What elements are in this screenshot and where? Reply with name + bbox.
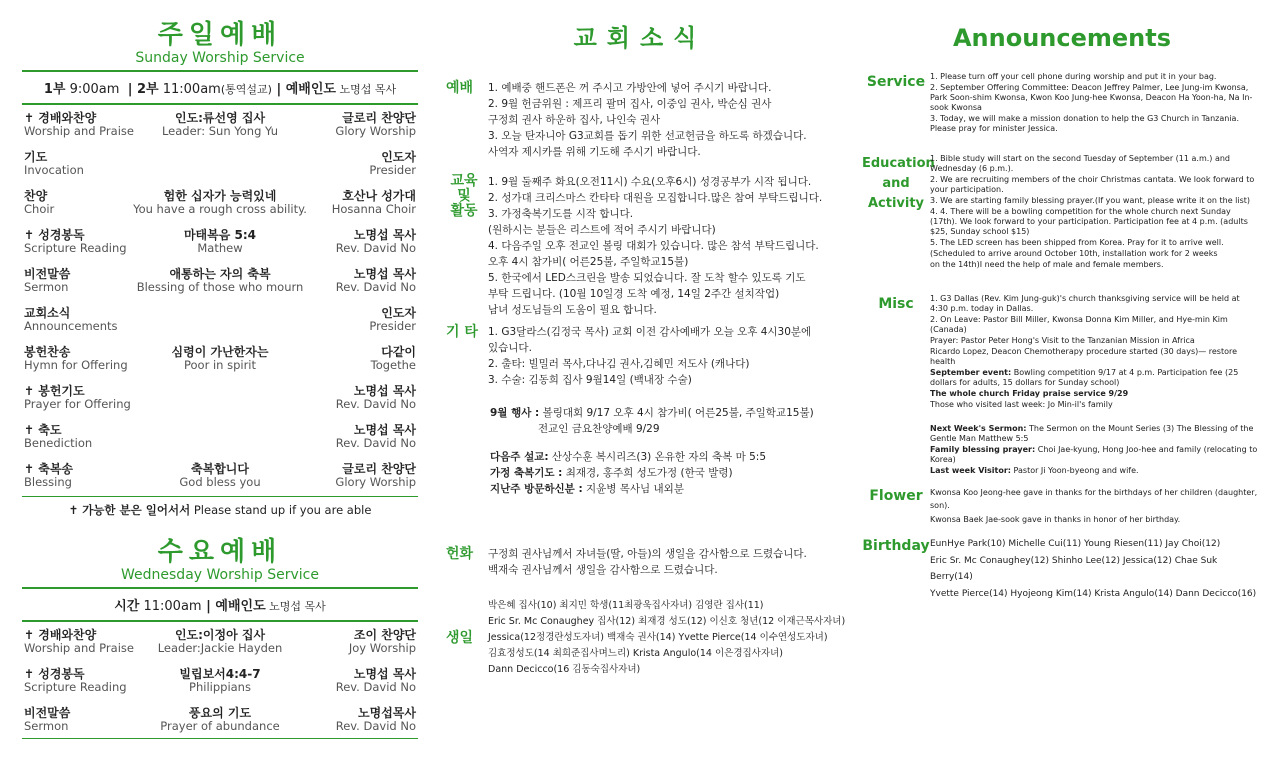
news-family-line: [490, 465, 842, 481]
news-next-line: [490, 449, 842, 465]
order-content-en: Mathew: [197, 241, 243, 255]
order-leader: [336, 385, 416, 411]
news-edu-line: 2. 성가대 크리스마스 칸타타 대원을 모집합니다.많은 참여 부탁드립니다.: [488, 192, 823, 204]
ann-sept-event: [930, 368, 1258, 388]
order-row: [22, 424, 418, 463]
order-content-en: You have a rough cross ability.: [133, 202, 307, 216]
news-worship-line: 2. 9월 헌금위원 : 제프리 팔머 집사, 이중임 권사, 박순심 권사: [488, 98, 772, 110]
order-leader: [349, 629, 416, 655]
ann-flower-line: Kwonsa Koo Jeong-hee gave in thanks for the birthdays of her children (daughter, son).: [930, 488, 1258, 510]
order-content: [102, 707, 338, 733]
order-part: [24, 151, 84, 177]
news-visitor-text: 지윤병 목사님 내외분: [582, 483, 684, 495]
order-part-en: Prayer for Offering: [24, 397, 131, 411]
order-part-ko: ✝ 경배와찬양: [24, 628, 97, 642]
news-visitor-label: 지난주 방문하신분 :: [490, 483, 583, 495]
order-content-en: Blessing of those who mourn: [136, 280, 304, 294]
order-row: [22, 268, 418, 307]
ann-visited: Those who visited last week: Jo Min-il's family: [930, 400, 1113, 409]
ann-sept-event-text: Bowling competition 9/17 at 4 p.m. Participation fee (25 dollars for adults, 15 dollars for Sunday school): [930, 368, 1239, 387]
order-leader: [336, 229, 416, 255]
news-title: 교회소식: [573, 24, 707, 52]
order-row: [22, 190, 418, 229]
order-part-en: Scripture Reading: [24, 680, 127, 694]
order-content-ko: 애통하는 자의 축복: [169, 267, 271, 281]
news-bday-line: 김효정성도(14 최희준집사며느리) Krista Angulo(14 이은경집사자녀): [488, 648, 783, 659]
order-leader-ko: 노명섭 목사: [353, 667, 416, 681]
order-leader: [369, 151, 416, 177]
order-leader-ko: 노명섭 목사: [353, 228, 416, 242]
order-leader-ko: 노명섭목사: [358, 706, 416, 720]
ann-family-line: [930, 445, 1258, 465]
order-part-ko: ✝ 경배와찬양: [24, 111, 97, 125]
news-edu-label: 교육 및 활동: [450, 173, 478, 219]
news-next-label: 다음주 설교:: [490, 451, 549, 463]
order-leader-en: Hosanna Choir: [331, 202, 416, 216]
news-etc-line: 3. 수술: 김동희 집사 9월14일 (백내장 수술): [488, 374, 692, 386]
sunday-leader-label: | 예배인도: [271, 82, 336, 97]
order-part: [24, 424, 92, 450]
ann-service-line: 1. Please turn off your cell phone during worship and put it in your bag.: [930, 72, 1217, 81]
news-etc-line: 1. G3달라스(김정국 목사) 교회 이전 감사예배가 오늘 오후 4시30분에: [488, 326, 812, 338]
news-edu-line: 4. 다음주일 오후 전교인 볼링 대회가 있습니다. 많은 참석 부탁드립니다.: [488, 240, 819, 252]
order-part-ko: ✝ 성경봉독: [24, 228, 85, 242]
news-flower-label: 헌화: [446, 546, 474, 562]
order-part-ko: 비전말씀: [24, 706, 71, 720]
sunday-leader-name: 노명섭 목사: [335, 83, 397, 96]
order-leader-en: Togethe: [370, 358, 416, 372]
order-part-en: Worship and Praise: [24, 124, 134, 138]
order-leader-ko: 조이 찬양단: [353, 628, 416, 642]
news-etc-label: 기 타: [446, 324, 478, 340]
wednesday-leader-label: | 예배인도: [201, 599, 266, 614]
order-content-en: Poor in spirit: [183, 358, 257, 372]
order-leader: [336, 424, 416, 450]
sunday-title-ko: 주일예배: [157, 20, 283, 50]
news-worship-line: 구정희 권사 하운하 집사, 나인숙 권사: [488, 114, 661, 126]
order-content-ko: 심령이 가난한자는: [171, 345, 269, 359]
news-bday-line: Dann Decicco(16 김동숙집사자녀): [488, 664, 641, 675]
order-content: [102, 668, 338, 694]
order-part-en: Hymn for Offering: [24, 358, 128, 372]
ann-bday-line: Yvette Pierce(14) Hyojeong Kim(14) Krista Angulo(14) Dann Decicco(16): [930, 589, 1257, 599]
news-etc-line: 있습니다.: [488, 342, 532, 354]
order-leader: [371, 346, 416, 372]
ann-bday-line: EunHye Park(10) Michelle Cui(11) Young Riesen(11) Jay Choi(12): [930, 539, 1221, 549]
order-part-en: Invocation: [24, 163, 84, 177]
ann-family-label: Family blessing prayer:: [930, 445, 1036, 454]
order-part-ko: ✝ 축도: [24, 423, 62, 437]
news-edu-line: (원하시는 분들은 리스트에 적어 주시기 바랍니다): [488, 224, 716, 236]
order-leader: [336, 268, 416, 294]
ann-friday: The whole church Friday praise service 9/29: [930, 389, 1129, 398]
order-part: [24, 190, 54, 216]
wednesday-title-ko: 수요예배: [157, 537, 283, 567]
order-part: [24, 385, 131, 411]
sunday-t2-time: 11:00am: [158, 82, 221, 97]
order-part-ko: ✝ 성경봉독: [24, 667, 85, 681]
order-content-en: God bless you: [179, 475, 261, 489]
order-part-ko: ✝ 봉헌기도: [24, 384, 85, 398]
ann-misc-label: Misc: [878, 296, 914, 312]
wednesday-time-label: 시간: [114, 599, 140, 614]
ann-edu-line: (Scheduled to arrive around October 10th, installation work for 2 weeks: [930, 249, 1218, 258]
order-content: [102, 629, 338, 655]
news-flower-line: 백재숙 권사님께서 생일을 감사함으로 드렸습니다.: [488, 564, 718, 576]
ann-flower-line: Kwonsa Baek Jae-sook gave in thanks in honor of her birthday.: [930, 515, 1181, 524]
ann-misc-line: 1. G3 Dallas (Rev. Kim Jung-guk)'s church thanksgiving service will be held at 4:30 p.m. today in Dallas.: [930, 294, 1240, 313]
sunday-title-en: Sunday Worship Service: [135, 50, 305, 66]
news-bday-line: Jessica(12정경란성도자녀) 백재숙 권사(14) Yvette Pierce(14 이수연성도자녀): [488, 632, 828, 643]
stand-note-ko: ✝ 가능한 분은 일어서서: [68, 503, 191, 517]
ann-edu-line: 3. We are starting family blessing prayer.(If you want, please write it on the list): [930, 196, 1251, 205]
wednesday-timebar: [22, 589, 418, 620]
order-part-en: Announcements: [24, 319, 118, 333]
ann-misc-line: 2. On Leave: Pastor Bill Miller, Kwonsa Donna Kim Miller, and Hye-min Kim (Canada): [930, 315, 1228, 334]
news-family-label: 가정 축복기도 :: [490, 467, 563, 479]
sunday-t1-time: 9:00am: [65, 82, 120, 97]
order-content: [102, 112, 338, 138]
order-part: [24, 307, 118, 333]
order-part-ko: 기도: [24, 150, 48, 164]
order-leader-en: Presider: [369, 319, 416, 333]
news-family-text: 최재경, 홍주희 성도가정 (한국 발령): [562, 467, 733, 479]
order-content-ko: 인도:류선영 집사: [174, 111, 266, 125]
worship-order-column: [22, 0, 418, 739]
ann-flower-label: Flower: [869, 488, 923, 504]
order-leader: [335, 112, 416, 138]
order-leader: [335, 463, 416, 489]
news-flower-line: 구정희 권사님께서 자녀들(딸, 아들)의 생일을 감사함으로 드렸습니다.: [488, 548, 807, 560]
wednesday-order-list: [22, 629, 418, 746]
order-leader-en: Joy Worship: [348, 641, 416, 655]
ann-visitor-line: [930, 466, 1258, 476]
order-row: [22, 346, 418, 385]
order-leader-en: Rev. David No: [335, 719, 416, 733]
ann-edu-line: 1. Bible study will start on the second Tuesday of September (11 a.m.) and Wednesday (6 p.m.).: [930, 154, 1231, 173]
order-leader-ko: 다같이: [381, 345, 416, 359]
ann-visitor-text: Pastor Ji Yoon-byeong and wife.: [1010, 466, 1139, 475]
news-bday-line: 박은혜 집사(10) 최지민 학생(11최광욱집사자녀) 김영란 집사(11): [488, 600, 764, 611]
order-content-ko: 험한 십자가 능력있네: [163, 189, 277, 203]
order-leader-ko: 노명섭 목사: [353, 384, 416, 398]
order-leader-en: Rev. David No: [335, 241, 416, 255]
ann-edu-line: on the 14th)I need the help of male and female members.: [930, 260, 1164, 269]
ann-edu-label: Education and Activity: [862, 156, 935, 211]
order-leader-ko: 인도자: [381, 150, 416, 164]
ann-edu-line: 4. 4. There will be a bowling competition for the whole church next Sunday (17th). We look forward to your participation. Participation fee at 4 p.m. (adults $25, Sunday school $15): [930, 207, 1248, 236]
order-part-en: Choir: [24, 202, 55, 216]
ann-misc-line: Ricardo Lopez, Deacon Chemotherapy procedure started (30 days)— restore health: [930, 347, 1238, 366]
order-leader-ko: 글로리 찬양단: [342, 111, 416, 125]
order-content-ko: 축복합니다: [191, 462, 249, 476]
order-part: [24, 463, 73, 489]
ann-next-label: Next Week's Sermon:: [930, 424, 1027, 433]
church-news-column: [440, 0, 846, 675]
order-content: [102, 229, 338, 255]
order-part-en: Scripture Reading: [24, 241, 127, 255]
order-content-ko: 풍요의 기도: [188, 706, 252, 720]
order-part-ko: 찬양: [24, 189, 48, 203]
ann-bday-line: Eric Sr. Mc Conaughey(12) Shinho Lee(12) Jessica(12) Chae Suk Berry(14): [930, 556, 1218, 582]
order-leader-ko: 노명섭 목사: [353, 267, 416, 281]
news-sept1: 볼링대회 9/17 오후 4시 참가비( 어른25불, 주일학교15불): [539, 407, 814, 419]
order-leader-ko: 호산나 성가대: [342, 189, 416, 203]
order-row: [22, 112, 418, 151]
news-worship-line: 3. 오늘 탄자니아 G3교회를 돕기 위한 선교헌금을 하도록 하겠습니다.: [488, 130, 807, 142]
order-row: [22, 151, 418, 190]
order-part: [24, 707, 70, 733]
order-row: [22, 629, 418, 668]
order-part-en: Benediction: [24, 436, 93, 450]
order-content-ko: 빌립보서4:4-7: [179, 667, 261, 681]
ann-service-line: 3. Today, we will make a mission donation to help the G3 Church in Tanzania. Please pray for minister Jessica.: [930, 114, 1239, 133]
ann-edu-line: 5. The LED screen has been shipped from Korea. Pray for it to arrive well.: [930, 238, 1224, 247]
news-bday-label: 생일: [446, 630, 474, 646]
order-part: [24, 268, 70, 294]
order-leader-en: Rev. David No: [335, 680, 416, 694]
news-next-text: 산상수훈 복시리즈(3) 온유한 자의 축복 마 5:5: [548, 451, 767, 463]
wednesday-title-en: Wednesday Worship Service: [121, 567, 319, 583]
news-worship-line: 1. 예배중 핸드폰은 꺼 주시고 가방안에 넣어 주시기 바랍니다.: [488, 82, 772, 94]
order-row: [22, 707, 418, 746]
order-content-en: Leader: Sun Yong Yu: [161, 124, 279, 138]
ann-service-line: 2. September Offering Committee: Deacon Jeffrey Palmer, Lee Jung-im Kwonsa, Park Soon-shim Kwonsa, Kwon Koo Jung-hee Kwonsa, Deacon Ha Yoon-ha, Na In-sook Kwonsa: [930, 83, 1253, 112]
news-edu-line: 오후 4시 참가비( 어른25불, 주일학교15불): [488, 256, 689, 268]
ann-sept-event-label: September event:: [930, 368, 1012, 377]
news-edu-line: 5. 한국에서 LED스크린을 발송 되었습니다. 잘 도착 할수 있도록 기도: [488, 272, 806, 284]
order-leader-en: Glory Worship: [335, 475, 416, 489]
ann-next-line: [930, 424, 1258, 444]
order-leader-en: Presider: [369, 163, 416, 177]
order-leader: [336, 668, 416, 694]
order-leader: [336, 707, 416, 733]
sunday-t2-note: (통역설교): [220, 83, 272, 96]
order-leader-ko: 글로리 찬양단: [342, 462, 416, 476]
order-leader-en: Rev. David No: [335, 436, 416, 450]
news-bday-line: Eric Sr. Mc Conaughey 집사(12) 최재경 성도(12) 이신호 청년(12 이재근목사자녀): [488, 616, 846, 627]
sunday-t2: | 2부: [127, 82, 159, 97]
order-leader: [332, 190, 416, 216]
order-part-ko: 비전말씀: [24, 267, 71, 281]
order-content: [102, 346, 338, 372]
order-row: [22, 668, 418, 707]
order-leader-en: Rev. David No: [335, 280, 416, 294]
wednesday-time: 11:00am: [139, 599, 202, 614]
news-worship-line: 사역자 제시카를 위해 기도해 주시기 바랍니다.: [488, 146, 701, 158]
ann-bday-label: Birthday: [862, 538, 930, 554]
news-edu-line: 부탁 드립니다. (10월 10일경 도착 예정, 14일 2주간 설치작업): [488, 288, 780, 300]
order-part-ko: ✝ 축복송: [24, 462, 74, 476]
news-edu-line: 1. 9월 둘째주 화요(오전11시) 수요(오후6시) 성경공부가 시작 됩니다.: [488, 176, 812, 188]
ann-service-label: Service: [866, 74, 926, 90]
news-sept-line1: [490, 405, 842, 421]
order-row: [22, 385, 418, 424]
order-part-en: Sermon: [24, 719, 69, 733]
ann-title: Announcements: [952, 24, 1172, 52]
news-edu-line: 3. 가정축복기도를 시작 합니다.: [488, 208, 634, 220]
order-part-ko: 봉헌찬송: [24, 345, 71, 359]
order-part-en: Worship and Praise: [24, 641, 134, 655]
order-row: [22, 229, 418, 268]
order-content: [102, 190, 338, 216]
ann-next-text: The Sermon on the Mount Series (3) The Blessing of the Gentle Man Matthew 5:5: [930, 424, 1254, 443]
order-leader: [369, 307, 416, 333]
order-part-en: Blessing: [24, 475, 72, 489]
news-sept2: 전교인 금요찬양예배 9/29: [538, 423, 660, 435]
ann-edu-line: 2. We are recruiting members of the choir Christmas cantata. We look forward to your participation.: [930, 175, 1255, 194]
ann-misc-line: Prayer: Pastor Peter Hong's Visit to the Tanzanian Mission in Africa: [930, 336, 1195, 345]
order-leader-ko: 인도자: [381, 306, 416, 320]
sunday-t1: 1부: [43, 82, 66, 97]
order-leader-en: Rev. David No: [335, 397, 416, 411]
order-row: [22, 307, 418, 346]
order-leader-ko: 노명섭 목사: [353, 423, 416, 437]
stand-note-en: Please stand up if you are able: [190, 503, 372, 517]
news-etc-line: 2. 출타: 빌밀러 목사,다나김 권사,김혜민 저도사 (캐나다): [488, 358, 750, 370]
news-sept-label: 9월 행사 :: [490, 407, 540, 419]
order-part-en: Sermon: [24, 280, 69, 294]
order-part-ko: 교회소식: [24, 306, 71, 320]
order-content: [102, 463, 338, 489]
order-content: [102, 268, 338, 294]
ann-family-text: Choi Jae-kyung, Hong Joo-hee and family (relocating to Korea): [930, 445, 1258, 464]
news-edu-line: 남녀 성도님들의 도움이 필요 합니다.: [488, 304, 657, 316]
wednesday-leader-name: 노명섭 목사: [265, 600, 326, 613]
order-content-en: Leader:Jackie Hayden: [157, 641, 283, 655]
news-worship-label: 예배: [446, 80, 474, 96]
order-row: [22, 463, 418, 502]
news-visitor-line: [490, 481, 842, 497]
order-leader-en: Glory Worship: [335, 124, 416, 138]
order-content-en: Prayer of abundance: [160, 719, 280, 733]
sunday-timebar: [22, 72, 418, 103]
order-content-ko: 마태복음 5:4: [183, 228, 257, 242]
announcements-column: [862, 0, 1262, 599]
ann-visitor-label: Last week Visitor:: [930, 466, 1011, 475]
order-content-ko: 인도:이정아 집사: [174, 628, 266, 642]
order-content-en: Philippians: [189, 680, 251, 694]
sunday-order-list: [22, 112, 418, 502]
